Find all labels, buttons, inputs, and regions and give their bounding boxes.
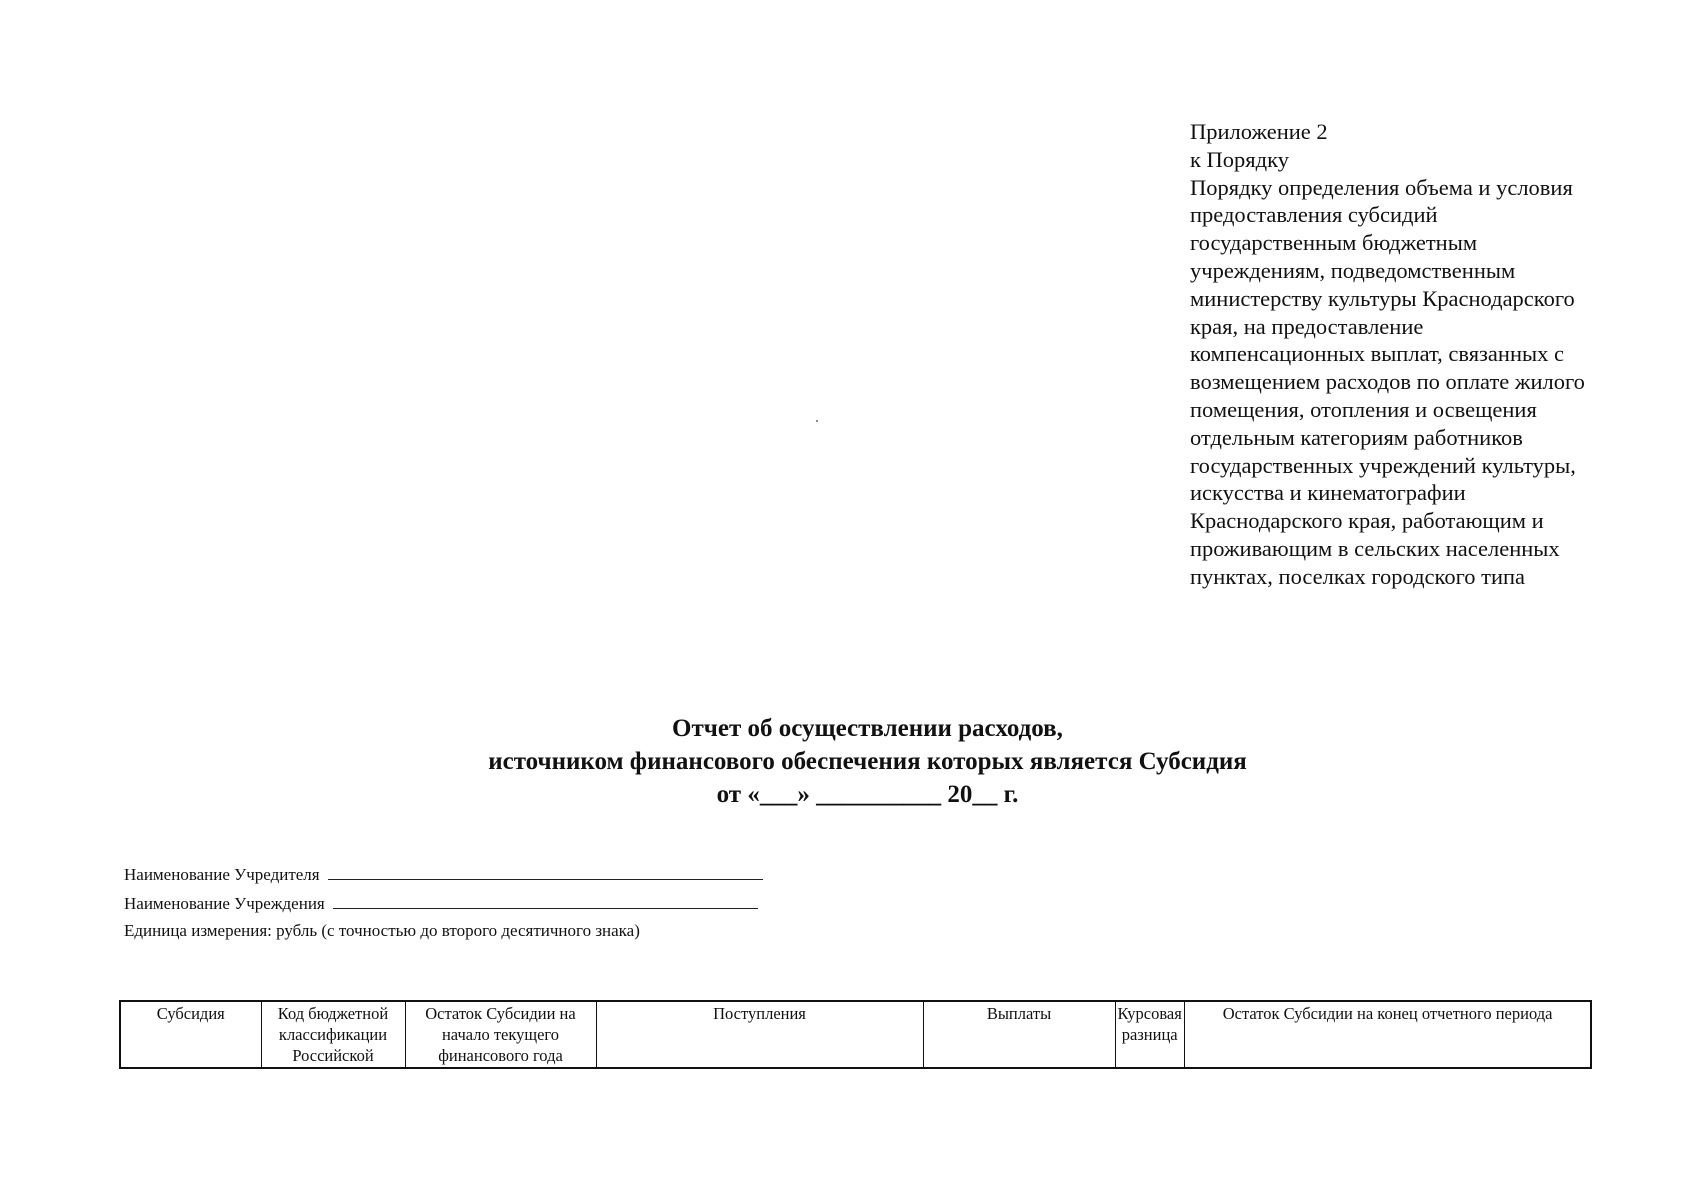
appendix-line: компенсационных выплат, связанных с	[1190, 341, 1564, 367]
appendix-line: государственным бюджетным	[1190, 230, 1478, 256]
founder-field	[124, 862, 763, 886]
header-opening-balance: Остаток Субсидии на начало текущего финансового года	[405, 1001, 596, 1068]
scan-speck	[816, 420, 818, 422]
appendix-line: проживающим в сельских населенных	[1190, 535, 1560, 561]
report-title-line-1: Отчет об осуществлении расходов,	[672, 715, 1063, 742]
report-title-line-2: источником финансового обеспечения которых является Субсидия	[488, 748, 1247, 775]
appendix-line: края, на предоставление	[1190, 313, 1424, 339]
appendix-line: пунктах, поселках городского типа	[1190, 563, 1526, 589]
appendix-line: отдельным категориям работников	[1190, 424, 1523, 450]
header-exchange-difference: Курсовая разница	[1115, 1001, 1184, 1068]
appendix-line: министерству культуры Краснодарского	[1190, 285, 1575, 311]
appendix-line: учреждениям, подведомственным	[1190, 257, 1516, 283]
institution-label: Наименование Учреждения	[124, 894, 325, 913]
founder-input-line[interactable]	[328, 862, 763, 880]
appendix-line: Приложение 2	[1190, 119, 1328, 144]
institution-field	[124, 891, 758, 915]
appendix-line: помещения, отопления и освещения	[1190, 396, 1537, 422]
header-closing-balance: Остаток Субсидии на конец отчетного периода	[1184, 1001, 1591, 1068]
appendix-block	[1190, 118, 1660, 591]
header-payments: Выплаты	[923, 1001, 1115, 1068]
table-header-row	[120, 1001, 1591, 1068]
report-date-line: от «___» __________ 20__ г.	[716, 781, 1019, 808]
header-subsidy: Субсидия	[120, 1001, 261, 1068]
appendix-line: возмещением расходов по оплате жилого	[1190, 369, 1585, 395]
appendix-line: государственных учреждений культуры,	[1190, 452, 1576, 478]
founder-label: Наименование Учредителя	[124, 865, 320, 884]
header-budget-code: Код бюджетной классификации Российской	[261, 1001, 405, 1068]
appendix-line: Краснодарского края, работающим и	[1190, 508, 1544, 534]
appendix-line: предоставления субсидий	[1190, 202, 1438, 228]
header-receipts: Поступления	[596, 1001, 923, 1068]
report-table	[119, 1000, 1592, 1069]
unit-note: Единица измерения: рубль (с точностью до второго десятичного знака)	[124, 921, 640, 940]
institution-input-line[interactable]	[333, 891, 758, 909]
appendix-line: искусства и кинематографии	[1190, 480, 1466, 506]
appendix-line: Порядку определения объема и условия	[1190, 174, 1573, 200]
appendix-line: к Порядку	[1190, 146, 1289, 172]
